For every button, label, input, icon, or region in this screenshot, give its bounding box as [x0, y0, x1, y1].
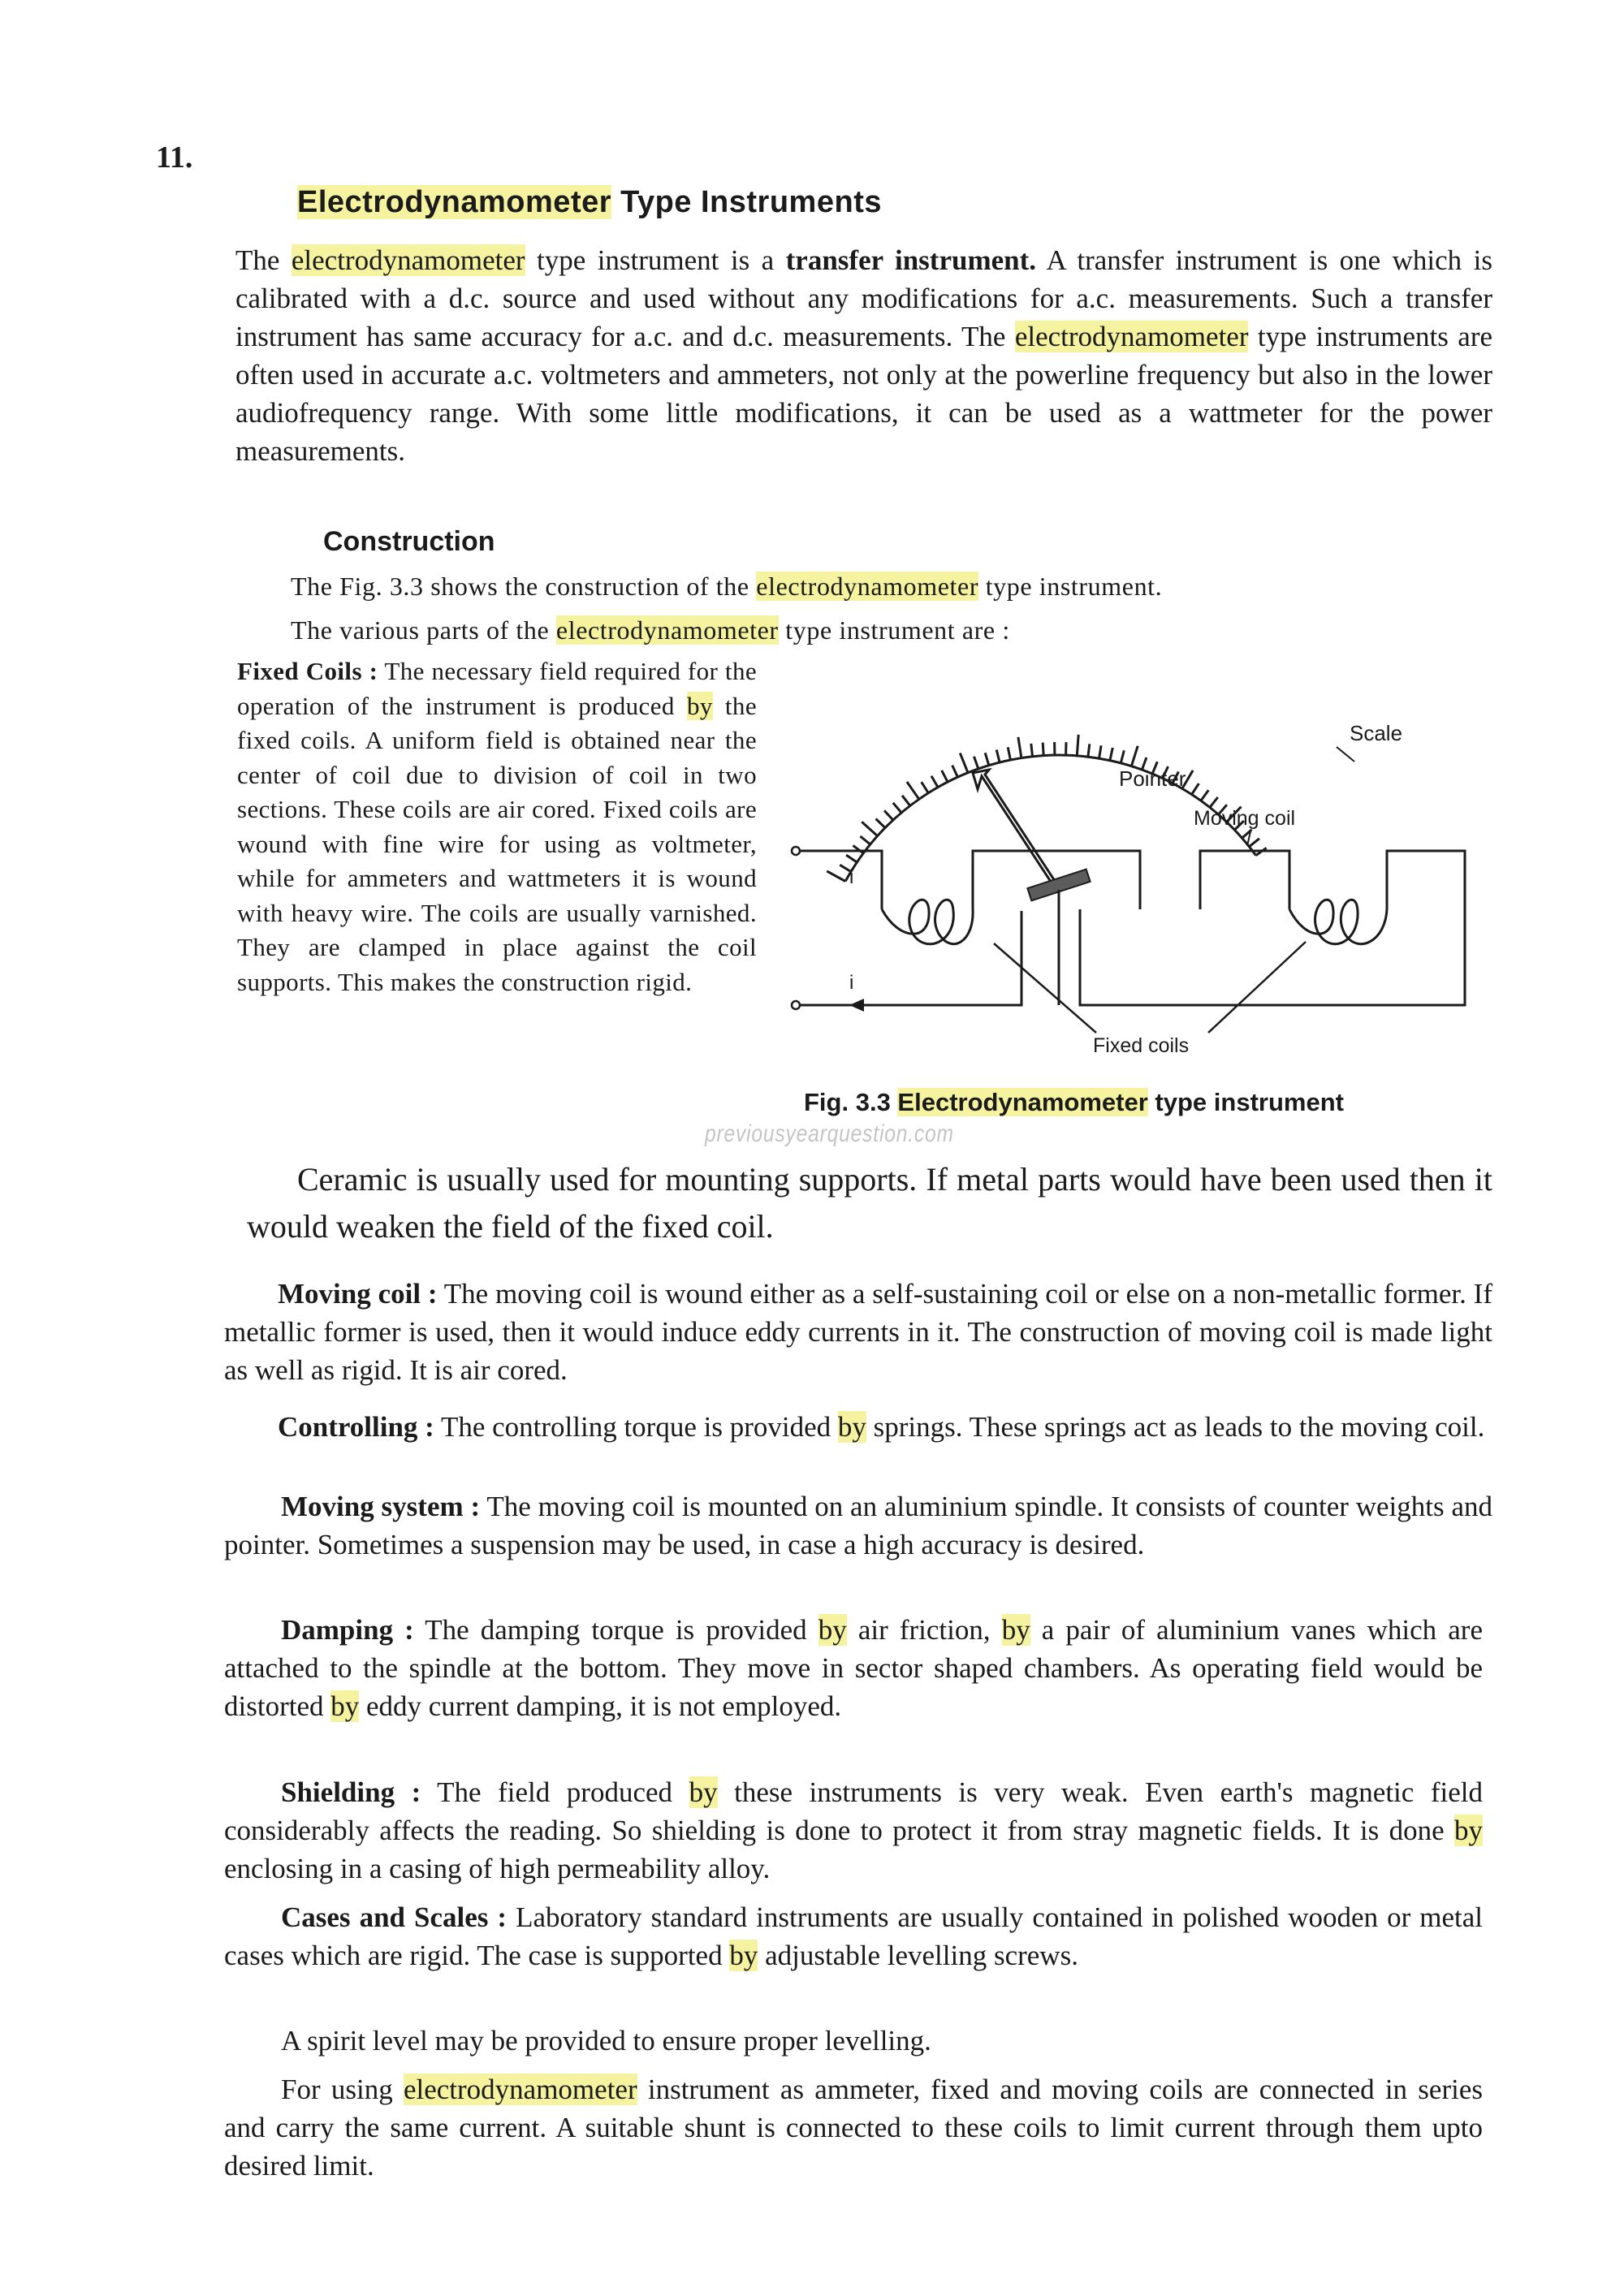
- electrodynamometer-figure: [786, 666, 1489, 1064]
- caption-prefix: Fig. 3.3: [804, 1088, 898, 1116]
- scale-tick: [1008, 747, 1010, 760]
- moving-coil-label: Moving coil: [1194, 807, 1296, 830]
- question-number: 11.: [156, 140, 193, 175]
- page-title: [297, 185, 882, 220]
- fixed-coils-label: Fixed Coils :: [237, 657, 378, 685]
- damping-text: a pair of aluminium vanes which are attached to the spindle at the bottom. They move in sector shaped chambers. As operating field would be distorted: [224, 1614, 1483, 1722]
- intro-bold-term: transfer instrument.: [785, 244, 1037, 276]
- scale-tick: [1110, 748, 1112, 761]
- controlling-text: springs. These springs act as leads to the moving coil.: [866, 1411, 1485, 1443]
- spirit-level-paragraph: A spirit level may be provided to ensure proper levelling.: [281, 2025, 931, 2056]
- construction-highlight: electrodynamometer: [756, 572, 979, 601]
- figure-caption: [804, 1088, 1344, 1117]
- scale-tick: [860, 836, 870, 844]
- current-label-top: i: [849, 866, 854, 888]
- ammeter-paragraph: [224, 2070, 1483, 2185]
- scale-tick: [1088, 744, 1090, 757]
- cases-text: adjustable levelling screws.: [758, 1940, 1078, 1971]
- fixed-coils-arrow-right: [1208, 942, 1306, 1033]
- fixed-coils-label: Fixed coils: [1093, 1034, 1190, 1057]
- caption-highlight: Electrodynamometer: [897, 1088, 1148, 1116]
- construction-text: type instrument.: [978, 572, 1163, 601]
- scale-tick: [827, 871, 845, 882]
- scale-tick: [1121, 750, 1124, 763]
- scale-tick: [902, 796, 910, 806]
- construction-text: The various parts of the: [291, 615, 556, 645]
- scale-tick: [1077, 735, 1078, 756]
- scale-tick: [974, 757, 978, 769]
- moving-coil-text: The moving coil is wound either as a self-sustaining coil or else on a non-metallic former. If metallic former is used, then it would induce eddy currents in it. The construction of moving coil is made light as well as rigid. It is air cored.: [224, 1278, 1492, 1386]
- construction-text: The Fig. 3.3 shows the construction of the: [291, 572, 757, 601]
- scale-tick: [952, 766, 958, 778]
- ceramic-paragraph: Ceramic is usually used for mounting supports. If metal parts would have been used then it would weaken the field of the fixed coil.: [247, 1161, 1492, 1245]
- moving-system-label: Moving system :: [281, 1491, 481, 1522]
- construction-line-2: [291, 614, 1010, 646]
- intro-highlight: electrodynamometer: [291, 244, 525, 276]
- highlight-by: by: [818, 1614, 847, 1646]
- shielding-text: enclosing in a casing of high permeability alloy.: [224, 1853, 771, 1884]
- scale-tick: [862, 822, 877, 835]
- shielding-label: Shielding :: [281, 1776, 421, 1808]
- moving-system-text: The moving coil is mounted on an aluminium spindle. It consists of counter weights and pointer. Sometimes a suspension may be used, in case a high accuracy is desired.: [224, 1491, 1492, 1560]
- scale-tick: [985, 753, 989, 765]
- scale-tick: [922, 782, 929, 793]
- shielding-text: these instruments is very weak. Even earth's magnetic field considerably affects the reading. So shielding is done to protect it from stray magnetic fields. It is done: [224, 1776, 1483, 1846]
- scale-tick: [1201, 790, 1208, 801]
- caption-rest: type instrument: [1147, 1088, 1344, 1116]
- shielding-text: The field produced: [421, 1776, 689, 1808]
- cases-text: Laboratory standard instruments are usually contained in polished wooden or metal cases which are rigid. The case is supported: [224, 1901, 1483, 1971]
- ammeter-highlight: electrodynamometer: [403, 2074, 637, 2105]
- intro-text: A transfer instrument is one which is calibrated with a d.c. source and used without any modifications for a.c. measurements. Such a transfer instrument has same accuracy for a.c. and d.c. measurements. The: [235, 244, 1492, 352]
- scale-tick: [893, 803, 901, 813]
- controlling-label: Controlling :: [278, 1411, 434, 1443]
- fixed-coils-text: The necessary field required for the operation of the instrument is produced: [237, 657, 758, 720]
- ammeter-text: instrument as ammeter, fixed and moving coils are connected in series and carry the same current. A suitable shunt is connected to these coils to limit current through them upto desired limit.: [224, 2074, 1483, 2182]
- moving-system-paragraph: [224, 1487, 1492, 1564]
- highlight-by: by: [1001, 1614, 1030, 1646]
- pointer-needle: [973, 770, 1056, 887]
- damping-text: eddy current damping, it is not employed.: [359, 1690, 842, 1722]
- highlight-by: by: [686, 691, 713, 720]
- scale-tick: [931, 776, 938, 788]
- terminal-top: [792, 847, 800, 855]
- scale-label: Scale: [1350, 721, 1403, 745]
- scale-tick: [1192, 783, 1199, 795]
- scale-tick: [1210, 797, 1218, 808]
- construction-heading: Construction: [323, 526, 495, 557]
- fixed-coils-text: the fixed coils. A uniform field is obtained near the center of coil due to division of coil in two sections. These coils are air cored. Fixed coils are wound with fine wire for using as voltmeter, while for ammeters and wattmeters it is wound with heavy wire. The coils are usually varnished. They are clamped in place against the coil supports. This makes the construction rigid.: [237, 691, 757, 996]
- pointer-label: Pointer: [1119, 766, 1186, 791]
- construction-line-1: [291, 570, 1162, 602]
- scale-tick: [1031, 744, 1033, 757]
- intro-text: type instrument is a: [525, 244, 786, 276]
- highlight-by: by: [330, 1690, 360, 1722]
- ammeter-text: For using: [281, 2074, 404, 2105]
- watermark: previousyearquestion.com: [705, 1120, 954, 1147]
- title-highlight: Electrodynamometer: [297, 185, 612, 219]
- intro-paragraph: [235, 241, 1492, 470]
- title-rest: Type Instruments: [611, 185, 882, 219]
- fixed-coils-paragraph: [237, 654, 757, 999]
- controlling-paragraph: [224, 1408, 1492, 1446]
- scale-tick: [876, 819, 886, 828]
- moving-coil-paragraph: [224, 1275, 1492, 1389]
- terminal-bottom: [792, 1001, 800, 1009]
- scale-tick: [1249, 839, 1259, 847]
- intro-text: The: [235, 244, 292, 276]
- cases-label: Cases and Scales :: [281, 1901, 508, 1933]
- construction-text: type instrument are :: [778, 615, 1010, 645]
- moving-coil-label-text: Moving coil :: [278, 1278, 438, 1310]
- circuit-wire-right-inner: [1200, 851, 1289, 909]
- scale-tick: [846, 855, 857, 862]
- scale-tick: [960, 753, 968, 773]
- scale-tick: [942, 770, 948, 782]
- controlling-text: The controlling torque is provided: [434, 1411, 838, 1443]
- current-arrow-bottom: [849, 999, 864, 1012]
- construction-highlight: electrodynamometer: [555, 615, 779, 645]
- highlight-by: by: [1454, 1815, 1483, 1846]
- intro-text: type instruments are often used in accurate a.c. voltmeters and ammeters, not only at the powerline frequency but also in the lower audiofrequency range. With some little modifications, it can be used as a wattmeter for the power measurements.: [235, 321, 1493, 467]
- circuit-wire-left-top: [799, 851, 882, 909]
- circuit-wire-right: [1080, 851, 1465, 1005]
- scale-tick: [1099, 745, 1102, 758]
- fixed-coil-right: [1289, 900, 1387, 943]
- damping-text: The damping torque is provided: [413, 1614, 818, 1646]
- shielding-paragraph: [224, 1773, 1483, 1888]
- fixed-coil-left: [882, 900, 973, 943]
- scale-tick: [996, 750, 1000, 763]
- highlight-by: by: [729, 1940, 758, 1971]
- scale-tick: [884, 810, 893, 820]
- highlight-by: by: [689, 1776, 718, 1808]
- damping-text: air friction,: [846, 1614, 1002, 1646]
- damping-label: Damping :: [281, 1614, 414, 1646]
- scale-tick: [1018, 737, 1021, 758]
- highlight-by: by: [837, 1411, 866, 1443]
- cases-paragraph: [224, 1898, 1483, 1974]
- damping-paragraph: [224, 1611, 1483, 1725]
- scale-tick: [1131, 746, 1138, 766]
- scale-leader: [1337, 747, 1354, 762]
- intro-highlight: electrodynamometer: [1014, 321, 1249, 352]
- scale-tick: [907, 782, 919, 799]
- current-label-bottom: i: [849, 972, 854, 994]
